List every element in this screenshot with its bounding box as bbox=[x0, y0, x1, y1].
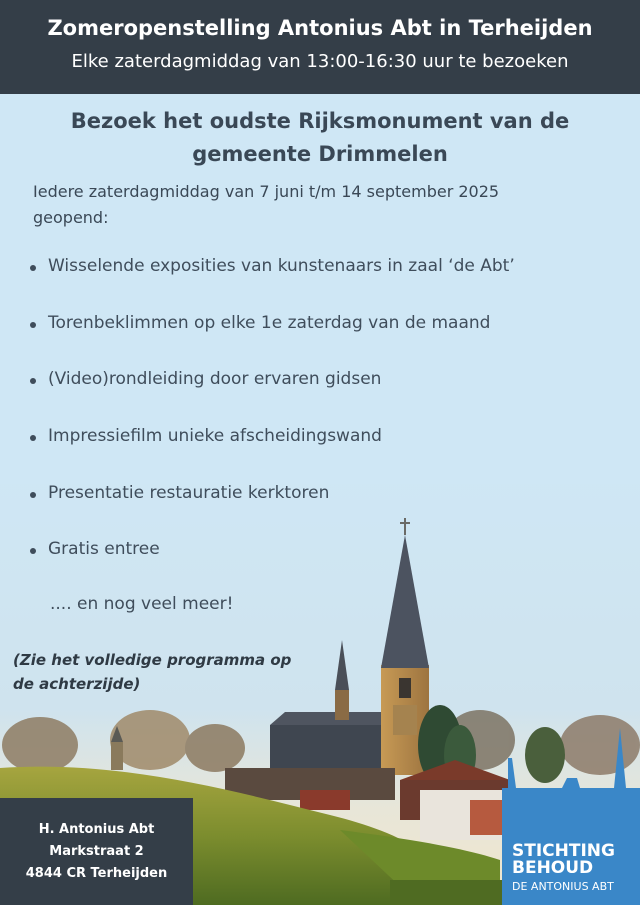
intro-line-1: Iedere zaterdagmiddag van 7 juni t/m 14 september 2025 bbox=[33, 182, 500, 201]
logo-line-1: STICHTING bbox=[512, 841, 615, 861]
more-text: .... en nog veel meer! bbox=[50, 594, 234, 614]
list-item bbox=[30, 539, 630, 569]
bullet-icon bbox=[30, 435, 36, 441]
note-line-2: de achterzijde) bbox=[13, 675, 141, 693]
header-banner bbox=[0, 0, 640, 94]
heading-line-2: gemeente Drimmelen bbox=[192, 142, 448, 166]
list-item-text: Wisselende exposities van kunstenaars in zaal ‘de Abt’ bbox=[48, 256, 515, 276]
page-subtitle: Elke zaterdagmiddag van 13:00-16:30 uur te bezoeken bbox=[71, 51, 569, 72]
bullet-icon bbox=[30, 378, 36, 384]
intro-line-2: geopend: bbox=[33, 208, 109, 227]
list-item bbox=[30, 426, 630, 456]
logo-line-2: BEHOUD bbox=[512, 858, 594, 878]
logo-wordmark bbox=[512, 843, 615, 895]
list-item-text: Torenbeklimmen op elke 1e zaterdag van de maand bbox=[48, 313, 491, 333]
list-item bbox=[30, 369, 630, 399]
list-item bbox=[30, 483, 630, 513]
list-item bbox=[30, 256, 630, 286]
bullet-icon bbox=[30, 548, 36, 554]
bullet-icon bbox=[30, 492, 36, 498]
list-item-text: Gratis entree bbox=[48, 539, 160, 559]
logo-line-3: DE ANTONIUS ABT bbox=[512, 880, 614, 893]
bullet-icon bbox=[30, 265, 36, 271]
page-title: Zomeropenstelling Antonius Abt in Terheijden bbox=[47, 16, 593, 40]
section-heading bbox=[40, 105, 600, 171]
heading-line-1: Bezoek het oudste Rijksmonument van de bbox=[70, 109, 570, 133]
list-item-text: (Video)rondleiding door ervaren gidsen bbox=[48, 369, 382, 389]
list-item-text: Impressiefilm unieke afscheidingswand bbox=[48, 426, 382, 446]
list-item-text: Presentatie restauratie kerktoren bbox=[48, 483, 330, 503]
address-street: Markstraat 2 bbox=[49, 844, 144, 859]
bullet-icon bbox=[30, 322, 36, 328]
note-line-1: (Zie het volledige programma op bbox=[13, 651, 292, 669]
list-item bbox=[30, 313, 630, 343]
address-name: H. Antonius Abt bbox=[38, 822, 155, 837]
intro-text bbox=[33, 179, 593, 231]
address-city: 4844 CR Terheijden bbox=[25, 866, 168, 881]
program-note bbox=[13, 648, 313, 696]
address-box bbox=[0, 798, 193, 905]
